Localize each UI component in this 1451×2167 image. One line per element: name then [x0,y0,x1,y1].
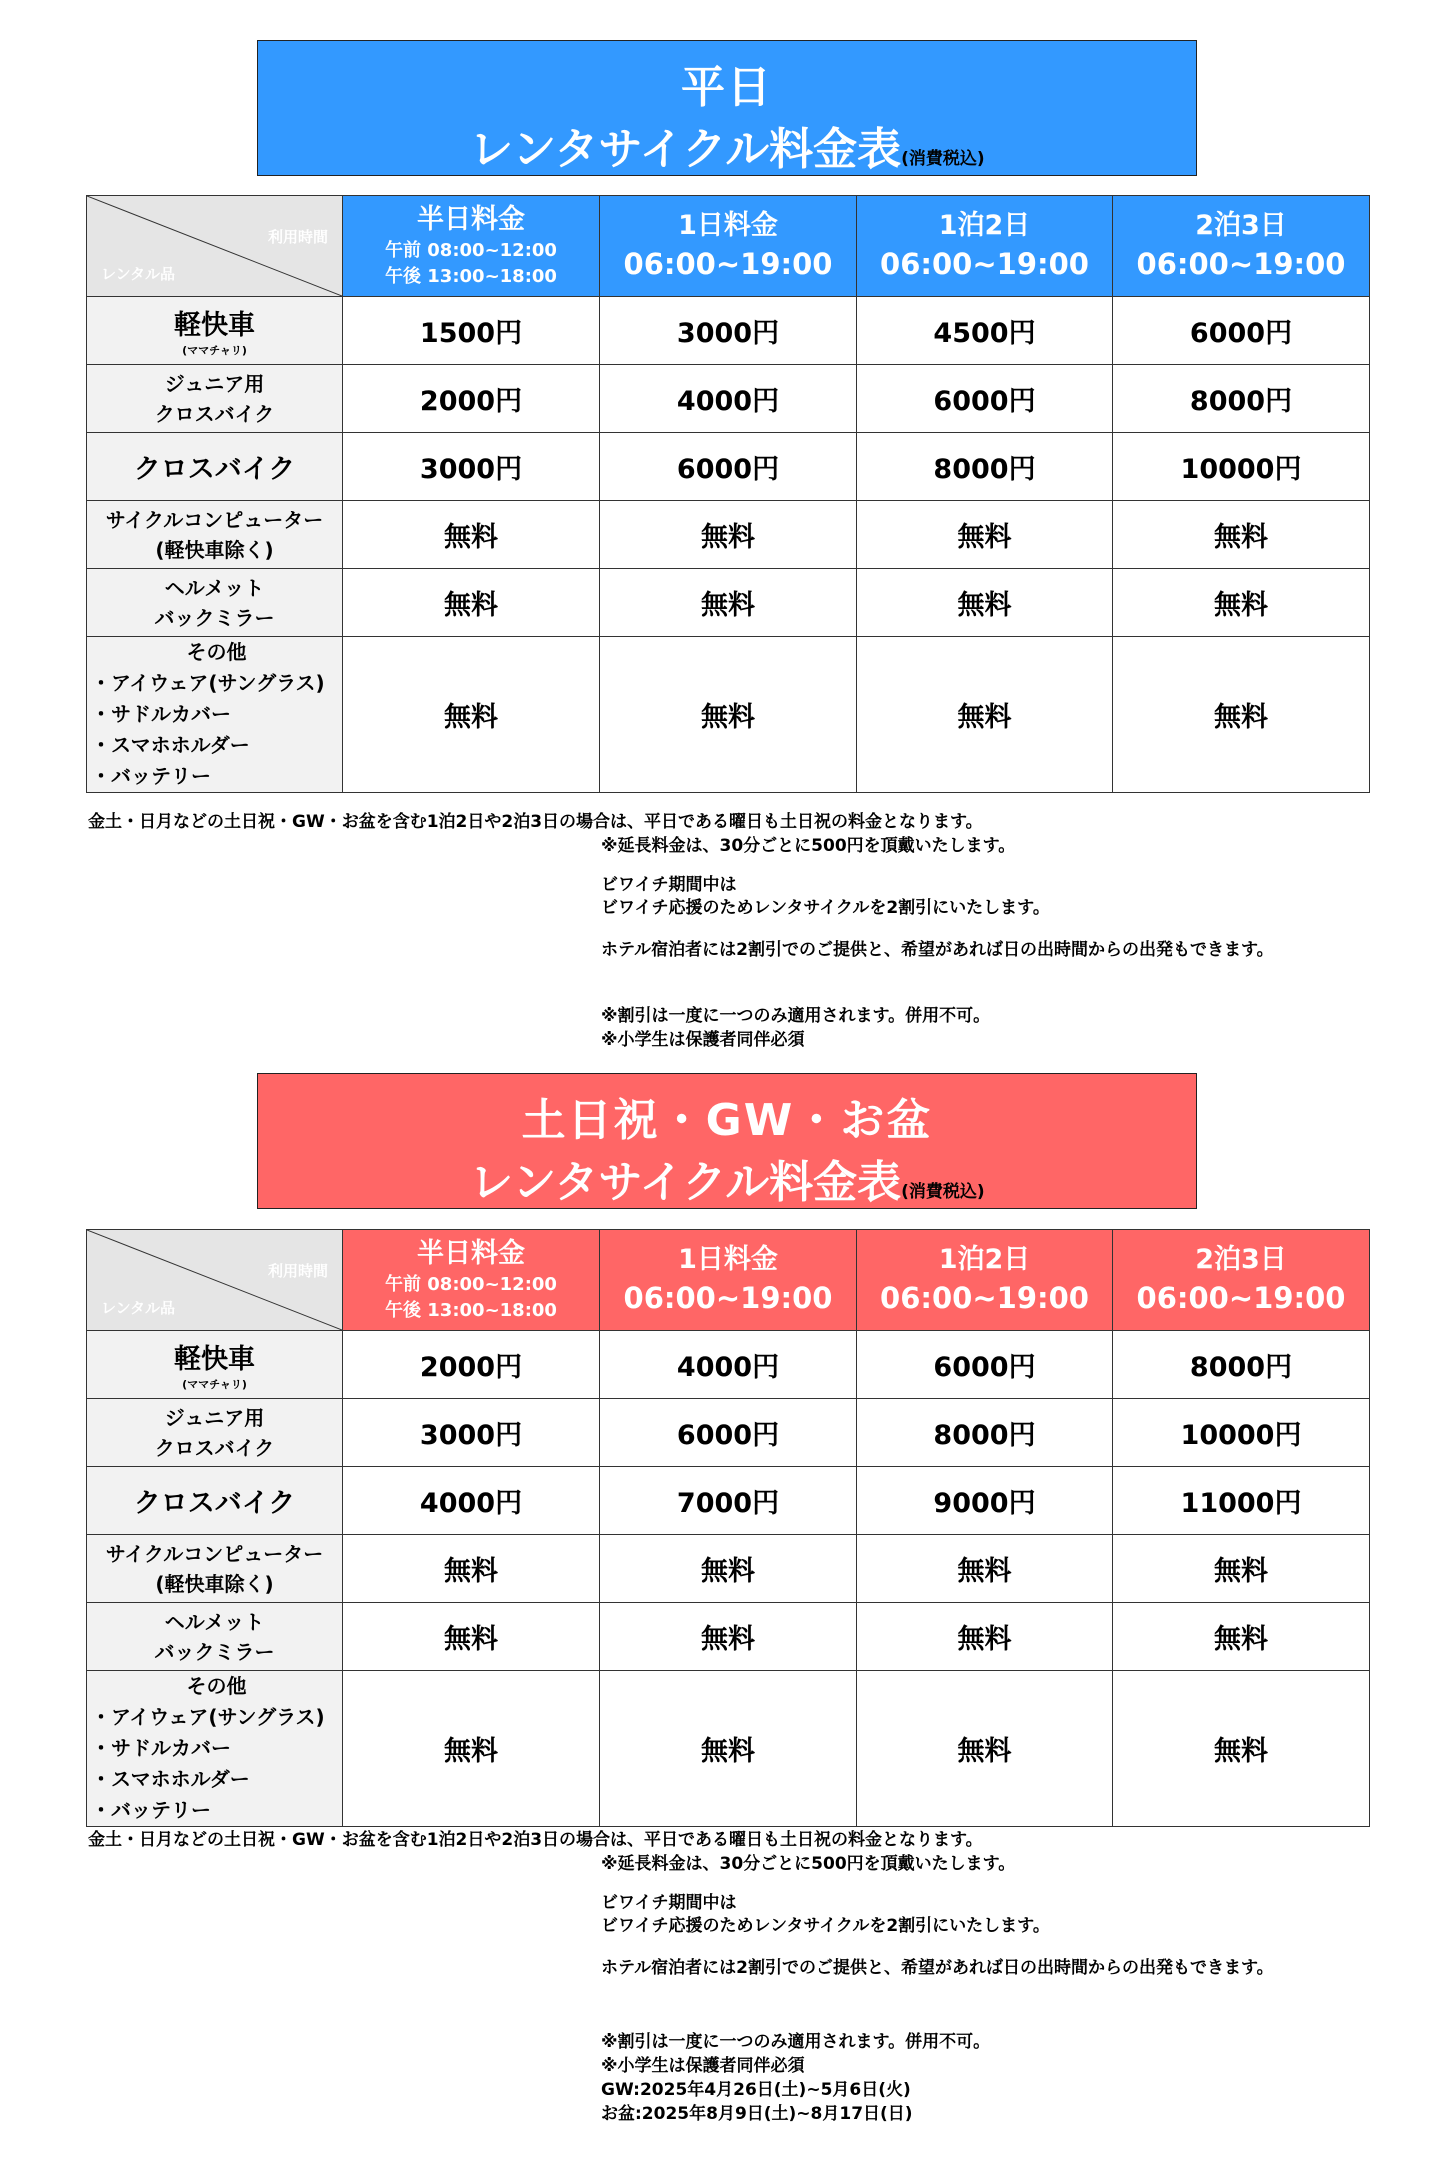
holiday-note-5: ホテル宿泊者には2割引でのご提供と、希望があれば日の出時間からの出発もできます。 [601,1958,1274,1978]
price-cell: 1500円 [343,297,600,365]
row-label: クロスバイク [87,433,343,501]
weekday-note-3: ビワイチ期間中は [601,875,737,895]
free-cell: 無料 [343,501,600,569]
row-label-others: その他 ・アイウェア(サングラス) ・サドルカバー ・スマホホルダー ・バッテリー [87,1671,343,1827]
free-cell: 無料 [343,1535,600,1603]
free-cell: 無料 [600,637,857,793]
free-cell: 無料 [1113,1603,1370,1671]
table-row [87,365,1370,433]
free-cell: 無料 [857,501,1113,569]
price-cell: 6000円 [857,365,1113,433]
free-cell: 無料 [857,1603,1113,1671]
weekday-title-box [257,40,1197,176]
holiday-note-1: 金土・日月などの土日祝・GW・お盆を含む1泊2日や2泊3日の場合は、平日である曜日も土日祝の料金となります。 [88,1830,983,1850]
weekday-subtitle: レンタサイクル料金表(消費税込) [469,124,985,175]
row-label: クロスバイク [87,1467,343,1535]
free-cell: 無料 [343,637,600,793]
price-cell: 10000円 [1113,433,1370,501]
price-cell: 4000円 [343,1467,600,1535]
price-cell: 4000円 [600,365,857,433]
corner-use-label: 利用時間 [267,1262,328,1280]
holiday-note-2: ※延長料金は、30分ごとに500円を頂戴いたします。 [601,1854,1016,1874]
price-cell: 6000円 [1113,297,1370,365]
free-cell: 無料 [857,569,1113,637]
weekday-note-4: ビワイチ応援のためレンタサイクルを2割引にいたします。 [601,898,1050,918]
free-cell: 無料 [600,501,857,569]
table-row [87,1535,1370,1603]
col-half-day: 半日料金 午前 08:00~12:00 午後 13:00~18:00 [343,196,600,297]
weekday-title: 平日 [681,62,773,113]
table-row [87,637,1370,793]
holiday-title: 土日祝・GW・お盆 [521,1095,933,1146]
holiday-note-6: ※割引は一度に一つのみ適用されます。併用不可。 [601,2032,991,2052]
table-row [87,1467,1370,1535]
weekday-note-5: ホテル宿泊者には2割引でのご提供と、希望があれば日の出時間からの出発もできます。 [601,940,1274,960]
holiday-title-box [257,1073,1197,1209]
free-cell: 無料 [600,569,857,637]
weekday-note-7: ※小学生は保護者同伴必須 [601,1030,805,1050]
free-cell: 無料 [1113,1671,1370,1827]
weekday-note-6: ※割引は一度に一つのみ適用されます。併用不可。 [601,1006,991,1026]
row-label: ジュニア用 クロスバイク [87,1399,343,1467]
price-cell: 3000円 [343,1399,600,1467]
table-row [87,1399,1370,1467]
table-row [87,1331,1370,1399]
free-cell: 無料 [343,569,600,637]
col-one-night: 1泊2日 06:00~19:00 [857,1230,1113,1331]
col-one-night: 1泊2日 06:00~19:00 [857,196,1113,297]
price-cell: 3000円 [343,433,600,501]
free-cell: 無料 [1113,501,1370,569]
free-cell: 無料 [857,637,1113,793]
row-label-others: その他 ・アイウェア(サングラス) ・サドルカバー ・スマホホルダー ・バッテリー [87,637,343,793]
price-cell: 8000円 [1113,1331,1370,1399]
price-cell: 10000円 [1113,1399,1370,1467]
free-cell: 無料 [857,1535,1113,1603]
free-cell: 無料 [600,1671,857,1827]
corner-item-label: レンタル品 [101,265,176,283]
col-half-day: 半日料金 午前 08:00~12:00 午後 13:00~18:00 [343,1230,600,1331]
row-label: ジュニア用 クロスバイク [87,365,343,433]
free-cell: 無料 [1113,1535,1370,1603]
price-cell: 9000円 [857,1467,1113,1535]
col-one-day: 1日料金 06:00~19:00 [600,1230,857,1331]
table-row [87,433,1370,501]
free-cell: 無料 [1113,569,1370,637]
price-cell: 11000円 [1113,1467,1370,1535]
free-cell: 無料 [600,1535,857,1603]
free-cell: 無料 [343,1671,600,1827]
price-cell: 2000円 [343,1331,600,1399]
row-label: サイクルコンピューター (軽快車除く) [87,1535,343,1603]
price-cell: 4000円 [600,1331,857,1399]
holiday-note-8: GW:2025年4月26日(土)~5月6日(火) [601,2080,911,2100]
holiday-subtitle: レンタサイクル料金表(消費税込) [469,1157,985,1208]
table-row [87,297,1370,365]
holiday-note-9: お盆:2025年8月9日(土)~8月17日(日) [601,2104,913,2124]
price-cell: 8000円 [857,433,1113,501]
col-two-nights: 2泊3日 06:00~19:00 [1113,1230,1370,1331]
weekday-note-1: 金土・日月などの土日祝・GW・お盆を含む1泊2日や2泊3日の場合は、平日である曜日も土日祝の料金となります。 [88,812,983,832]
row-label: ヘルメット バックミラー [87,1603,343,1671]
price-cell: 8000円 [1113,365,1370,433]
weekday-note-2: ※延長料金は、30分ごとに500円を頂戴いたします。 [601,836,1016,856]
price-cell: 2000円 [343,365,600,433]
corner-cell [87,196,343,297]
tax-note: (消費税込) [901,149,985,169]
row-label: 軽快車 (ママチャリ) [87,297,343,365]
price-cell: 7000円 [600,1467,857,1535]
price-cell: 6000円 [600,1399,857,1467]
table-header-row [87,1230,1370,1331]
free-cell: 無料 [857,1671,1113,1827]
row-label: ヘルメット バックミラー [87,569,343,637]
table-row [87,501,1370,569]
holiday-note-7: ※小学生は保護者同伴必須 [601,2056,805,2076]
table-header-row [87,196,1370,297]
price-cell: 4500円 [857,297,1113,365]
holiday-note-4: ビワイチ応援のためレンタサイクルを2割引にいたします。 [601,1916,1050,1936]
price-cell: 6000円 [857,1331,1113,1399]
price-cell: 8000円 [857,1399,1113,1467]
table-row [87,1671,1370,1827]
price-cell: 6000円 [600,433,857,501]
free-cell: 無料 [343,1603,600,1671]
holiday-price-table [86,1229,1370,1827]
price-cell: 3000円 [600,297,857,365]
corner-item-label: レンタル品 [101,1299,176,1317]
row-label: 軽快車 (ママチャリ) [87,1331,343,1399]
table-row [87,1603,1370,1671]
free-cell: 無料 [1113,637,1370,793]
table-row [87,569,1370,637]
tax-note: (消費税込) [901,1182,985,1202]
corner-cell [87,1230,343,1331]
free-cell: 無料 [600,1603,857,1671]
corner-use-label: 利用時間 [267,228,328,246]
col-two-nights: 2泊3日 06:00~19:00 [1113,196,1370,297]
weekday-price-table [86,195,1370,793]
holiday-note-3: ビワイチ期間中は [601,1893,737,1913]
row-label: サイクルコンピューター (軽快車除く) [87,501,343,569]
col-one-day: 1日料金 06:00~19:00 [600,196,857,297]
